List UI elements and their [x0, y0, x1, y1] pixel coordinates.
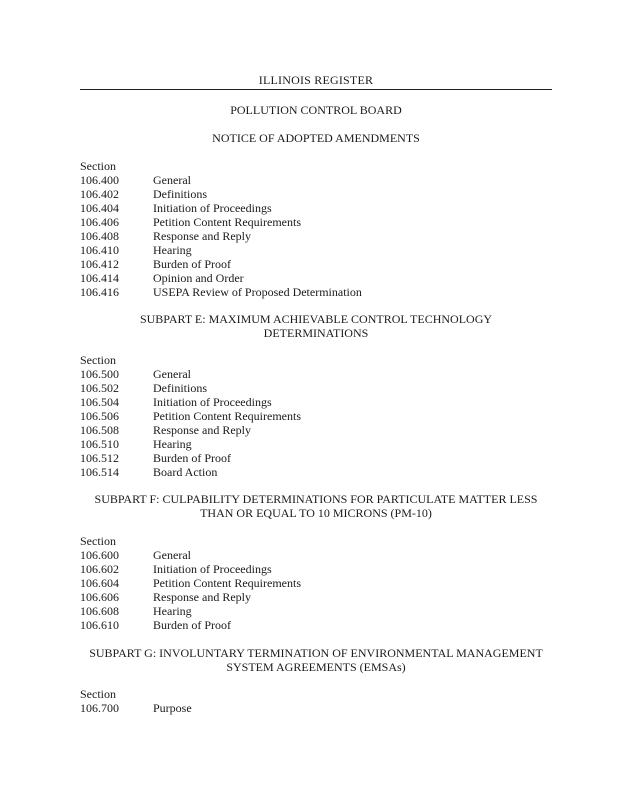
section-label: Section [80, 159, 116, 173]
section-title: Response and Reply [153, 229, 251, 243]
list-item [80, 201, 552, 215]
section-title: Purpose [153, 701, 192, 715]
section-number: 106.404 [80, 201, 119, 215]
section-title: Initiation of Proceedings [153, 395, 272, 409]
section-label: Section [80, 687, 116, 701]
section-number: 106.508 [80, 423, 119, 437]
section-number: 106.602 [80, 562, 119, 576]
list-item [80, 381, 552, 395]
subpart-heading-line: SUBPART E: MAXIMUM ACHIEVABLE CONTROL TECHNOLOGY [139, 312, 493, 326]
subpart-heading-line: SUBPART F: CULPABILITY DETERMINATIONS FOR PARTICULATE MATTER LESS [94, 492, 538, 506]
list-item [80, 437, 552, 451]
section-title: Burden of Proof [153, 257, 231, 271]
section-title: General [153, 367, 191, 381]
list-item [80, 271, 552, 285]
list-item [80, 618, 552, 632]
subpart-heading-line: THAN OR EQUAL TO 10 MICRONS (PM-10) [200, 506, 432, 520]
section-number: 106.504 [80, 395, 119, 409]
list-item [80, 604, 552, 618]
list-item [80, 367, 552, 381]
list-item [80, 229, 552, 243]
section-title: Hearing [153, 437, 192, 451]
notice-title: NOTICE OF ADOPTED AMENDMENTS [212, 131, 420, 145]
agency-name: POLLUTION CONTROL BOARD [230, 103, 402, 117]
header-divider [80, 89, 552, 90]
section-title: Burden of Proof [153, 618, 231, 632]
section-number: 106.410 [80, 243, 119, 257]
section-label: Section [80, 534, 116, 548]
section-title: USEPA Review of Proposed Determination [153, 285, 362, 299]
subpart-heading-line: DETERMINATIONS [263, 326, 369, 340]
list-item [80, 257, 552, 271]
section-title: Definitions [153, 187, 207, 201]
section-list-g [80, 687, 552, 715]
section-number: 106.606 [80, 590, 119, 604]
section-number: 106.400 [80, 173, 119, 187]
section-number: 106.500 [80, 367, 119, 381]
section-number: 106.608 [80, 604, 119, 618]
section-number: 106.512 [80, 451, 119, 465]
list-item [80, 562, 552, 576]
list-item [80, 576, 552, 590]
section-title: Initiation of Proceedings [153, 201, 272, 215]
section-title: Petition Content Requirements [153, 409, 301, 423]
subpart-heading-line: SUBPART G: INVOLUNTARY TERMINATION OF ENVIRONMENTAL MANAGEMENT [89, 646, 543, 660]
section-title: General [153, 173, 191, 187]
list-item [80, 395, 552, 409]
list-item [80, 243, 552, 257]
section-label: Section [80, 353, 116, 367]
subpart-e-heading [80, 312, 552, 340]
section-title: Petition Content Requirements [153, 215, 301, 229]
list-item [80, 423, 552, 437]
section-number: 106.510 [80, 437, 119, 451]
list-item [80, 173, 552, 187]
list-item [80, 590, 552, 604]
subpart-heading-line: SYSTEM AGREEMENTS (EMSAs) [226, 660, 406, 674]
register-header: ILLINOIS REGISTER [258, 73, 374, 87]
list-item [80, 409, 552, 423]
subpart-f-heading [80, 492, 552, 520]
section-title: Opinion and Order [153, 271, 244, 285]
list-item [80, 451, 552, 465]
section-number: 106.416 [80, 285, 119, 299]
section-title: General [153, 548, 191, 562]
section-title: Initiation of Proceedings [153, 562, 272, 576]
list-item [80, 215, 552, 229]
subpart-g-heading [80, 646, 552, 674]
section-title: Petition Content Requirements [153, 576, 301, 590]
section-number: 106.414 [80, 271, 119, 285]
section-number: 106.600 [80, 548, 119, 562]
section-title: Board Action [153, 465, 218, 479]
section-title: Burden of Proof [153, 451, 231, 465]
section-title: Response and Reply [153, 590, 251, 604]
list-item [80, 187, 552, 201]
section-number: 106.604 [80, 576, 119, 590]
list-item [80, 465, 552, 479]
section-number: 106.412 [80, 257, 119, 271]
section-title: Response and Reply [153, 423, 251, 437]
section-number: 106.406 [80, 215, 119, 229]
section-list-d [80, 159, 552, 299]
list-item [80, 285, 552, 299]
section-number: 106.700 [80, 701, 119, 715]
section-title: Hearing [153, 604, 192, 618]
section-title: Definitions [153, 381, 207, 395]
list-item [80, 548, 552, 562]
section-number: 106.402 [80, 187, 119, 201]
section-number: 106.408 [80, 229, 119, 243]
section-number: 106.610 [80, 618, 119, 632]
section-list-e [80, 353, 552, 479]
section-number: 106.514 [80, 465, 119, 479]
section-list-f [80, 534, 552, 632]
section-title: Hearing [153, 243, 192, 257]
section-number: 106.506 [80, 409, 119, 423]
list-item [80, 701, 552, 715]
section-number: 106.502 [80, 381, 119, 395]
